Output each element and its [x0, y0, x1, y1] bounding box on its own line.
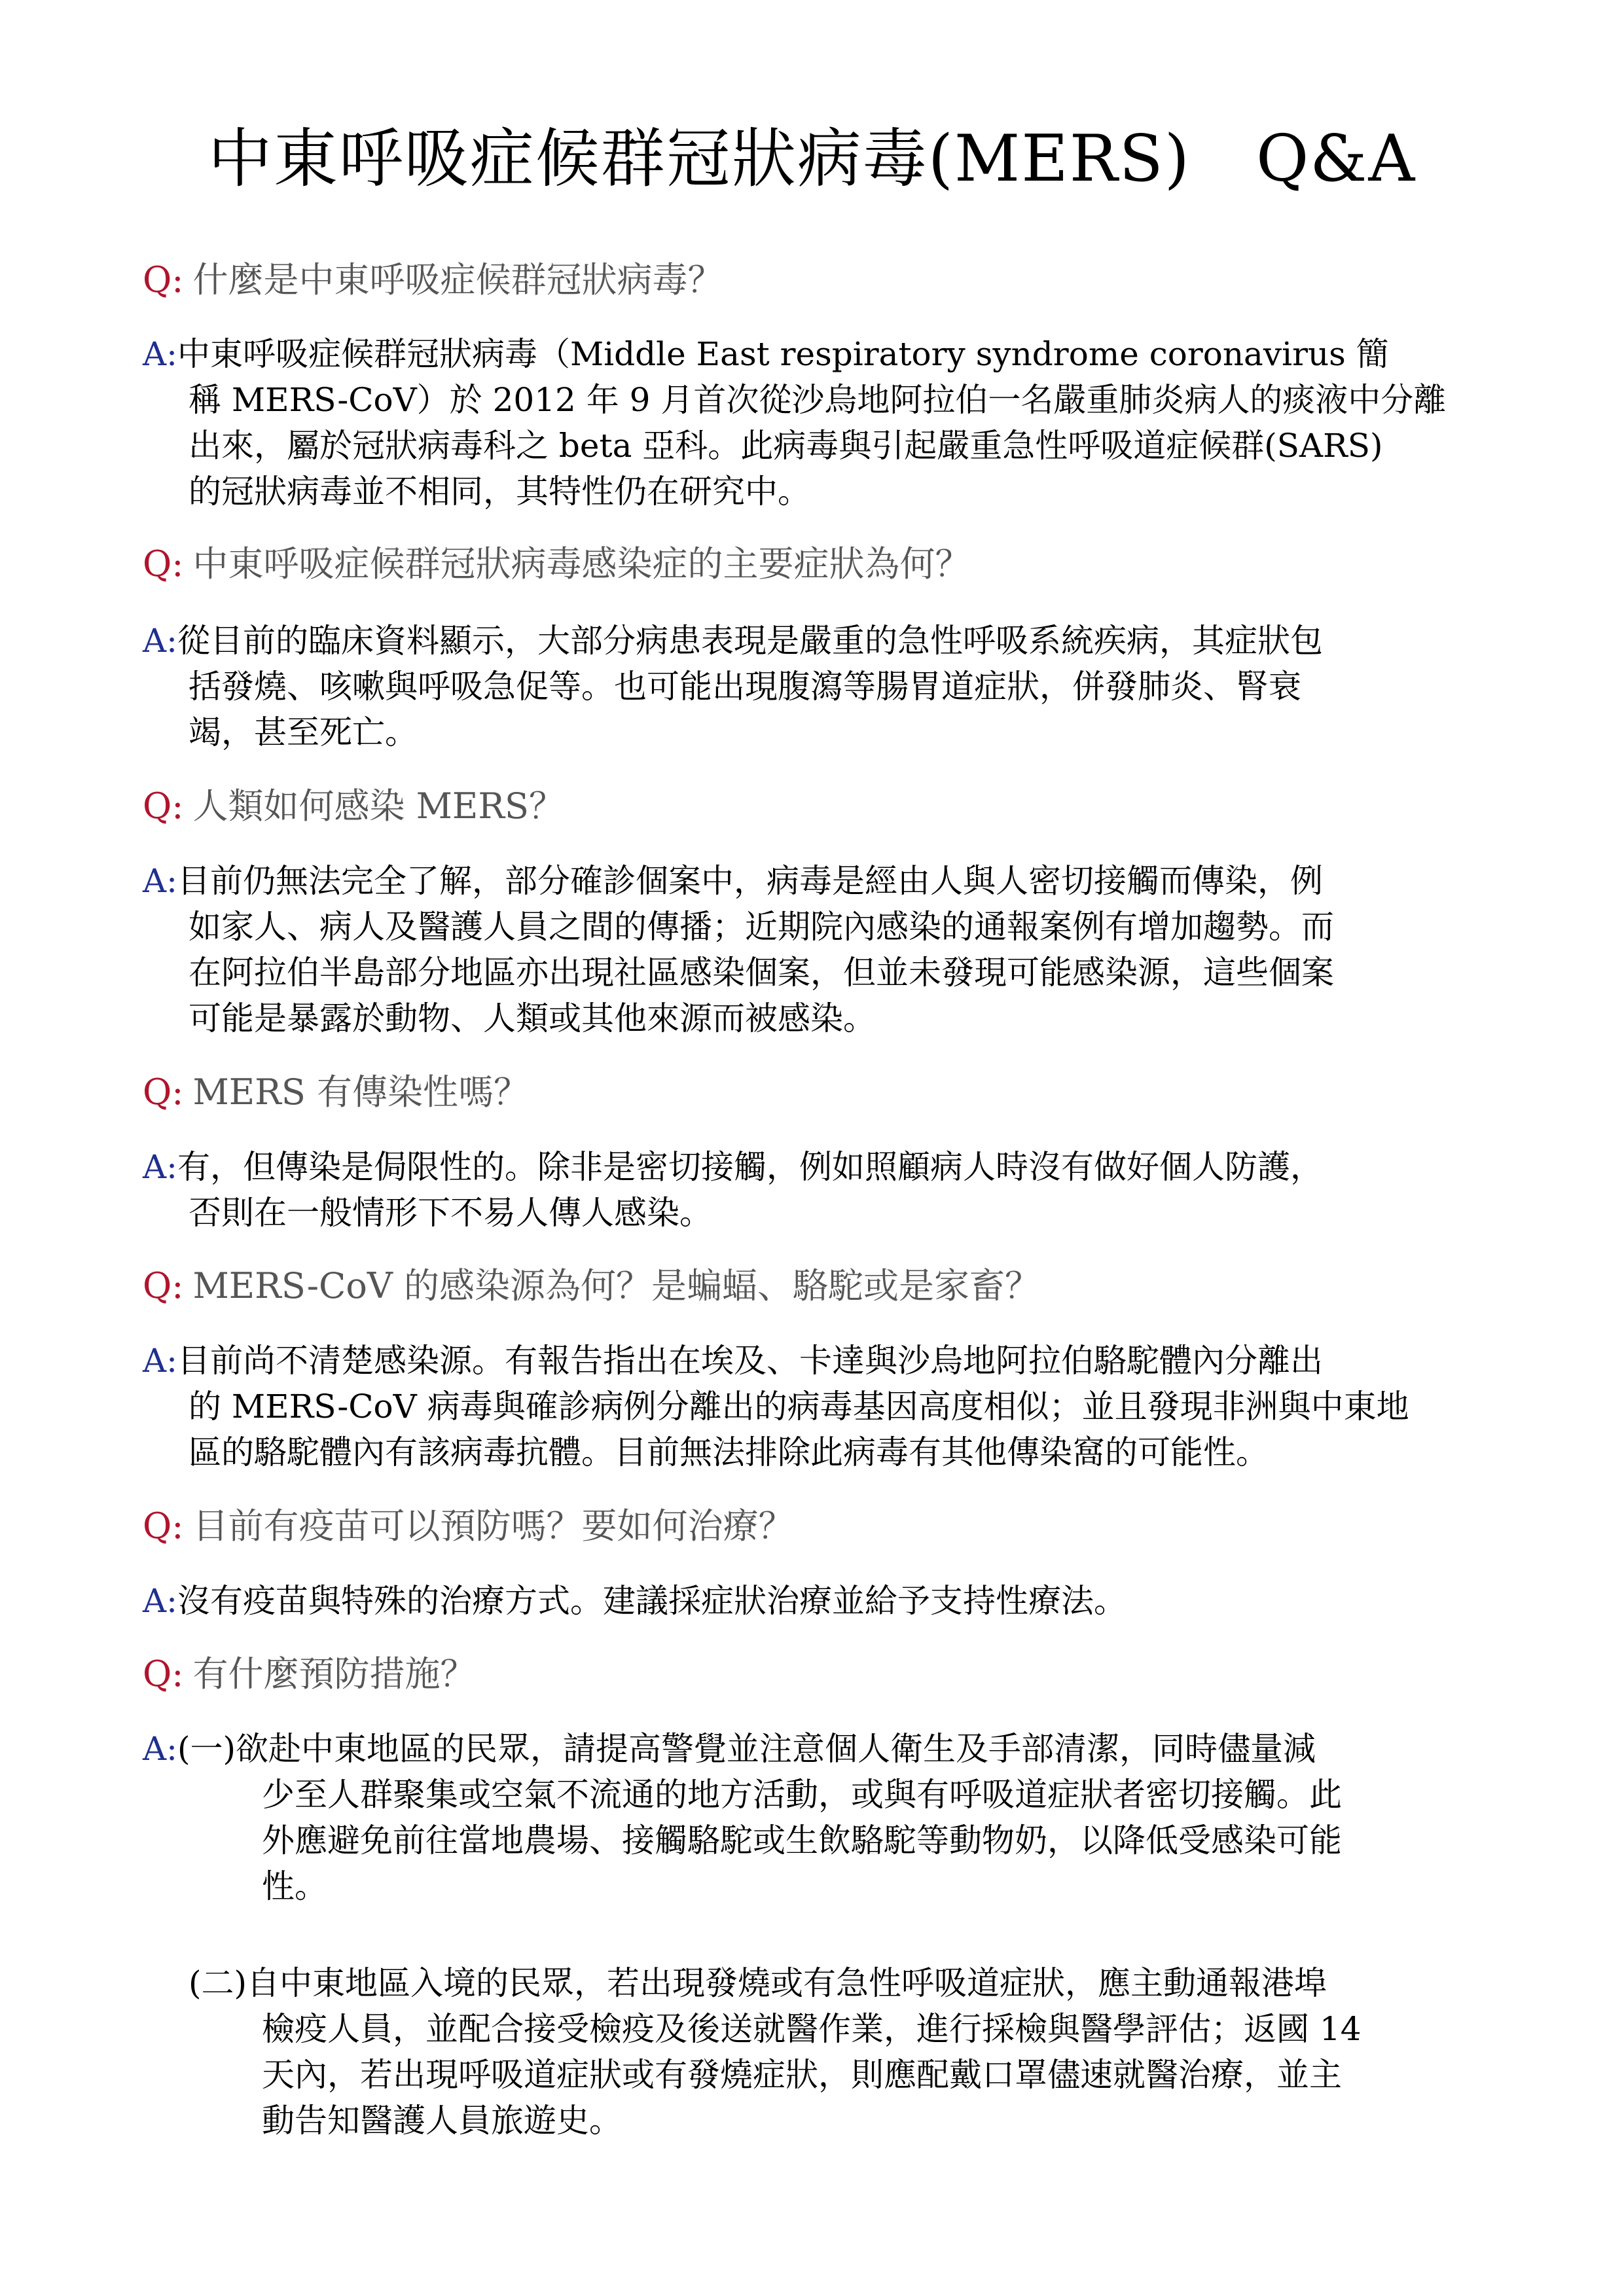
- question-label: Q:: [143, 1505, 184, 1547]
- answer-3-line-3: 在阿拉伯半島部分地區亦出現社區感染個案，但並未發現可能感染源，這些個案: [189, 954, 1334, 992]
- answer-label: A:: [143, 1148, 177, 1186]
- question-label: Q:: [143, 543, 184, 584]
- sub-item-text: 自中東地區入境的民眾，若出現發燒或有急性呼吸道症狀，應主動通報港埠: [247, 1964, 1327, 2002]
- question-4: [143, 1069, 529, 1116]
- answer-7-sub-1-line-4: 性。: [262, 1867, 327, 1905]
- question-text: 人類如何感染 MERS？: [192, 785, 564, 827]
- question-label: Q:: [143, 259, 184, 300]
- answer-7-sub-1-line-3: 外應避免前往當地農場、接觸駱駝或生飲駱駝等動物奶，以降低受感染可能: [262, 1821, 1342, 1859]
- question-text: 有什麼預防措施？: [192, 1653, 476, 1695]
- answer-label: A:: [143, 862, 177, 900]
- question-text: MERS 有傳染性嗎？: [192, 1071, 529, 1113]
- answer-5-line-3: 區的駱駝體內有該病毒抗體。目前無法排除此病毒有其他傳染窩的可能性。: [189, 1433, 1269, 1471]
- question-2: [143, 541, 970, 588]
- answer-7-sub-2-line-3: 天內，若出現呼吸道症狀或有發燒症狀，則應配戴口罩儘速就醫治療，並主: [262, 2056, 1342, 2094]
- question-label: Q:: [143, 785, 184, 827]
- answer-3-line-2: 如家人、病人及醫護人員之間的傳播；近期院內感染的通報案例有增加趨勢。而: [189, 908, 1334, 946]
- question-7: [143, 1651, 475, 1698]
- answer-label: A:: [143, 622, 177, 660]
- question-label: Q:: [143, 1653, 184, 1695]
- sub-item-label: (二): [189, 1964, 247, 2002]
- answer-label: A:: [143, 1582, 177, 1620]
- answer-2-line-1: [143, 617, 1323, 664]
- answer-4-line-2: 否則在一般情形下不易人傳人感染。: [189, 1194, 712, 1232]
- answer-1-line-4: 的冠狀病毒並不相同，其特性仍在研究中。: [189, 473, 810, 511]
- question-3: [143, 783, 564, 830]
- answer-2-line-2: 括發燒、咳嗽與呼吸急促等。也可能出現腹瀉等腸胃道症狀，併發肺炎、腎衰: [189, 668, 1301, 706]
- answer-1-line-3: 出來，屬於冠狀病毒科之 beta 亞科。此病毒與引起嚴重急性呼吸道症候群(SARS): [189, 427, 1383, 465]
- answer-7-sub-2-line-2: 檢疫人員，並配合接受檢疫及後送就醫作業，進行採檢與醫學評估；返國 14: [262, 2010, 1362, 2048]
- answer-2-line-3: 竭，甚至死亡。: [189, 713, 418, 751]
- answer-text: 沒有疫苗與特殊的治療方式。建議採症狀治療並給予支持性療法。: [177, 1582, 1127, 1620]
- answer-1-line-1: [143, 331, 1389, 378]
- question-text: MERS-CoV 的感染源為何？是蝙蝠、駱駝或是家畜？: [192, 1265, 1041, 1306]
- answer-text: 從目前的臨床資料顯示，大部分病患表現是嚴重的急性呼吸系統疾病，其症狀包: [177, 622, 1323, 660]
- answer-4-line-1: [143, 1143, 1323, 1191]
- sub-item-label: (一): [177, 1730, 236, 1768]
- answer-3-line-4: 可能是暴露於動物、人類或其他來源而被感染。: [189, 999, 876, 1037]
- answer-text: 目前尚不清楚感染源。有報告指出在埃及、卡達與沙烏地阿拉伯駱駝體內分離出: [177, 1342, 1323, 1380]
- answer-7-sub-2-line-1: [189, 1960, 1327, 2007]
- question-label: Q:: [143, 1071, 184, 1113]
- answer-3-line-1: [143, 857, 1323, 905]
- answer-text: 目前仍無法完全了解，部分確診個案中，病毒是經由人與人密切接觸而傳染，例: [177, 862, 1323, 900]
- answer-label: A:: [143, 335, 177, 373]
- answer-7-sub-2-line-4: 動告知醫護人員旅遊史。: [262, 2102, 622, 2140]
- question-5: [143, 1263, 1040, 1310]
- answer-7-sub-1-line-2: 少至人群聚集或空氣不流通的地方活動，或與有呼吸道症狀者密切接觸。此: [262, 1776, 1342, 1814]
- page-title: 中東呼吸症候群冠狀病毒(MERS) Q&A: [208, 122, 1416, 196]
- answer-6-line-1: [143, 1577, 1127, 1624]
- sub-item-text: 欲赴中東地區的民眾，請提高警覺並注意個人衛生及手部清潔，同時儘量減: [235, 1730, 1316, 1768]
- answer-1-line-2: 稱 MERS-CoV）於 2012 年 9 月首次從沙烏地阿拉伯一名嚴重肺炎病人的痰液中分離: [189, 381, 1447, 419]
- question-text: 什麼是中東呼吸症候群冠狀病毒？: [192, 259, 723, 300]
- question-6: [143, 1503, 793, 1550]
- answer-text: 中東呼吸症候群冠狀病毒（Middle East respiratory syndrome coronavirus 簡: [177, 335, 1389, 373]
- answer-5-line-1: [143, 1337, 1323, 1384]
- question-1: [143, 257, 723, 304]
- answer-label: A:: [143, 1342, 177, 1380]
- question-text: 目前有疫苗可以預防嗎？要如何治療？: [192, 1505, 794, 1547]
- question-label: Q:: [143, 1265, 184, 1306]
- question-text: 中東呼吸症候群冠狀病毒感染症的主要症狀為何？: [192, 543, 971, 584]
- answer-text: 有，但傳染是侷限性的。除非是密切接觸，例如照顧病人時沒有做好個人防護，: [177, 1148, 1323, 1186]
- answer-5-line-2: 的 MERS-CoV 病毒與確診病例分離出的病毒基因高度相似；並且發現非洲與中東地: [189, 1388, 1409, 1426]
- answer-label: A:: [143, 1730, 177, 1768]
- answer-7-sub-1-line-1: [143, 1725, 1316, 1772]
